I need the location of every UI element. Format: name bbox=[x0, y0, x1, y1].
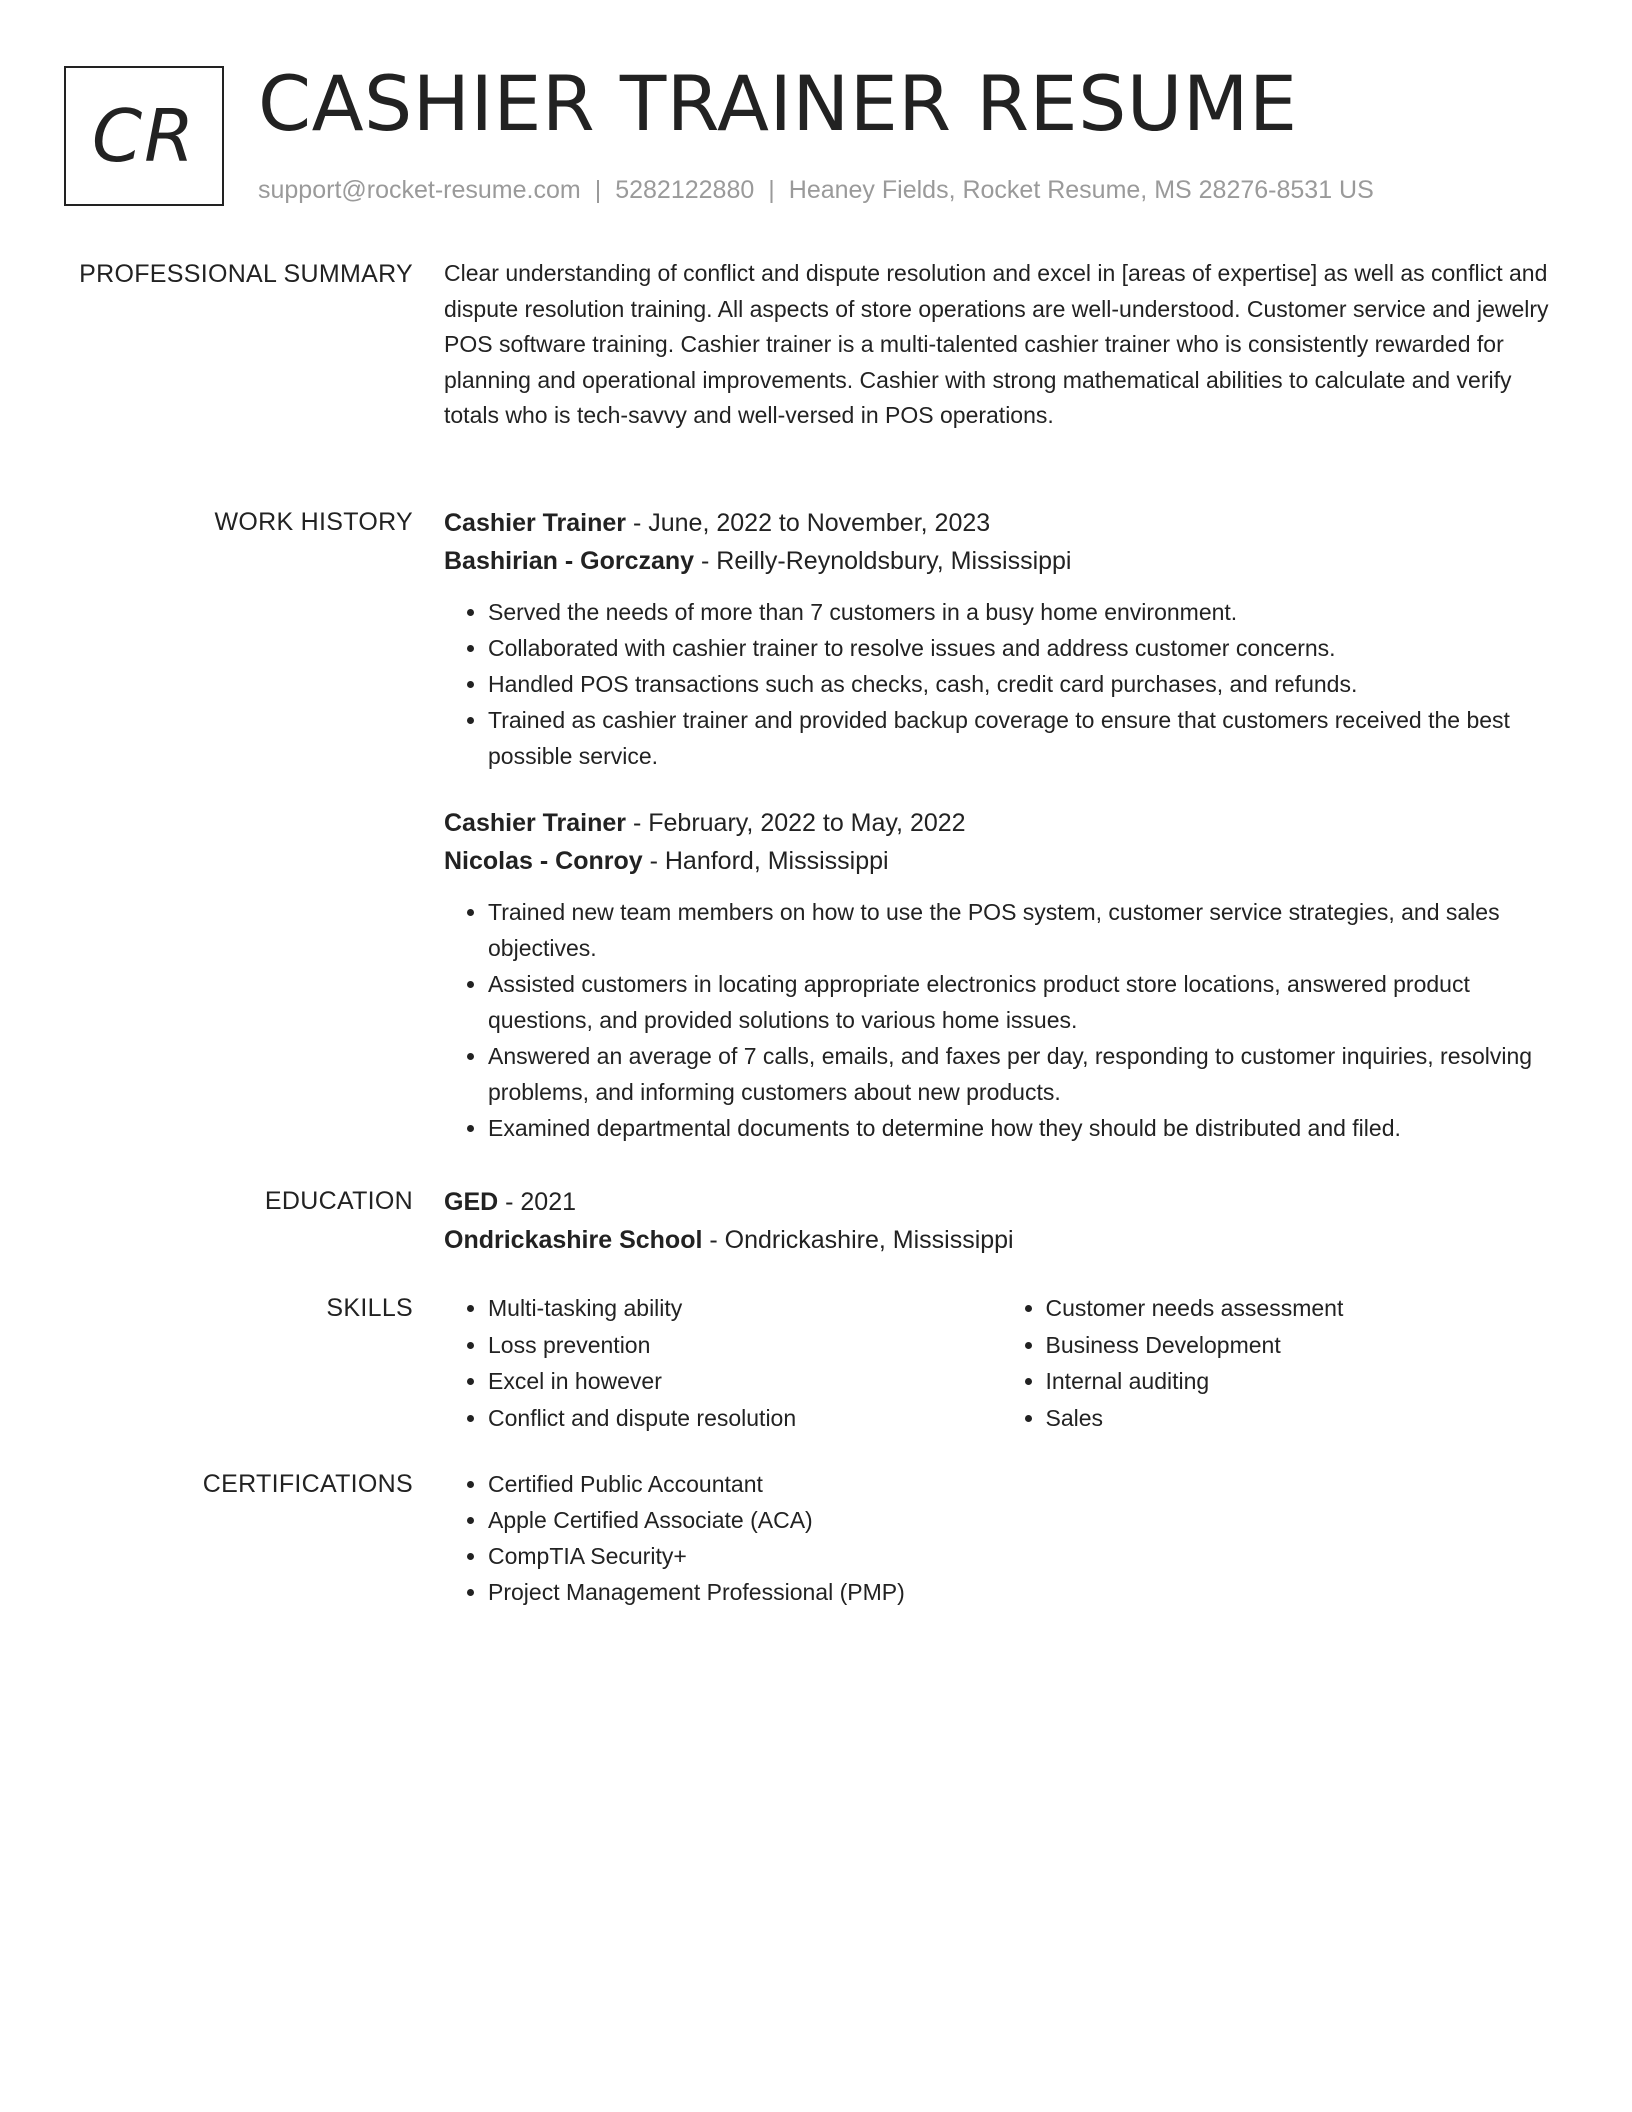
job-title: Cashier Trainer bbox=[444, 509, 627, 537]
section-label-work-history: WORK HISTORY bbox=[214, 508, 413, 536]
section-label-certifications: CERTIFICATIONS bbox=[202, 1470, 413, 1498]
job-entry bbox=[444, 804, 1559, 1146]
education-school: Ondrickashire School bbox=[444, 1226, 703, 1254]
list-item: • Assisted customers in locating appropriate electronics product store locations, answered product questions, and provided solutions to various home issues. bbox=[488, 966, 1559, 1038]
job-title: Cashier Trainer bbox=[444, 809, 627, 837]
section-label-skills: SKILLS bbox=[326, 1294, 413, 1322]
summary-text: Clear understanding of conflict and dispute resolution and excel in [areas of expertise] as well as conflict and dispute resolution training. All aspects of store operations are well-understood. Customer service and jewelry POS software training. Cashier trainer is a multi-talented cashier trainer who is consistently rewarded for planning and operational improvements. Cashier with strong mathematical abilities to calculate and verify totals who is tech-savvy and well-versed in POS operations. bbox=[444, 260, 1549, 429]
education-year: - 2021 bbox=[498, 1188, 577, 1216]
education-degree: GED bbox=[444, 1188, 499, 1216]
skills-list-right bbox=[1002, 1290, 1560, 1436]
job-bullets bbox=[444, 894, 1559, 1146]
list-item: • Served the needs of more than 7 customers in a busy home environment. bbox=[488, 594, 1559, 630]
contact-separator: | bbox=[594, 176, 602, 204]
certifications-body bbox=[444, 1466, 1559, 1610]
certifications-list bbox=[444, 1466, 1559, 1610]
contact-line bbox=[258, 172, 1374, 208]
list-item: • Apple Certified Associate (ACA) bbox=[488, 1502, 1559, 1538]
job-dates: - February, 2022 to May, 2022 bbox=[626, 809, 966, 837]
education-body bbox=[444, 1183, 1559, 1259]
list-item: • Collaborated with cashier trainer to resolve issues and address customer concerns. bbox=[488, 630, 1559, 666]
list-item: • Conflict and dispute resolution bbox=[488, 1400, 1002, 1437]
job-company-line bbox=[444, 842, 1559, 880]
contact-phone: 5282122880 bbox=[615, 176, 755, 204]
list-item: • Business Development bbox=[1046, 1327, 1560, 1364]
job-location: - Hanford, Mississippi bbox=[642, 847, 889, 875]
job-dates: - June, 2022 to November, 2023 bbox=[626, 509, 991, 537]
job-title-line bbox=[444, 804, 1559, 842]
job-company-line bbox=[444, 542, 1559, 580]
list-item: • Customer needs assessment bbox=[1046, 1290, 1560, 1327]
list-item: • Sales bbox=[1046, 1400, 1560, 1437]
list-item: • Project Management Professional (PMP) bbox=[488, 1574, 1559, 1610]
list-item: • Excel in however bbox=[488, 1363, 1002, 1400]
list-item: • Answered an average of 7 calls, emails, and faxes per day, responding to customer inquiries, resolving problems, and informing customers about new products. bbox=[488, 1038, 1559, 1110]
job-location: - Reilly-Reynoldsbury, Mississippi bbox=[694, 547, 1072, 575]
summary-body bbox=[444, 256, 1559, 434]
list-item: • Multi-tasking ability bbox=[488, 1290, 1002, 1327]
skills-columns bbox=[444, 1290, 1559, 1436]
section-label-summary: PROFESSIONAL SUMMARY bbox=[79, 260, 413, 288]
job-company: Nicolas - Conroy bbox=[444, 847, 643, 875]
list-item: • Trained new team members on how to use the POS system, customer service strategies, and sales objectives. bbox=[488, 894, 1559, 966]
education-school-line bbox=[444, 1221, 1559, 1259]
skills-body bbox=[444, 1290, 1559, 1436]
contact-address: Heaney Fields, Rocket Resume, MS 28276-8531 US bbox=[788, 176, 1374, 204]
job-company: Bashirian - Gorczany bbox=[444, 547, 695, 575]
list-item: • Certified Public Accountant bbox=[488, 1466, 1559, 1502]
list-item: • Trained as cashier trainer and provided backup coverage to ensure that customers received the best possible service. bbox=[488, 702, 1559, 774]
list-item: • Examined departmental documents to determine how they should be distributed and filed. bbox=[488, 1110, 1559, 1146]
skills-list-left bbox=[444, 1290, 1002, 1436]
contact-separator: | bbox=[768, 176, 775, 204]
education-location: - Ondrickashire, Mississippi bbox=[702, 1226, 1014, 1254]
monogram-box bbox=[64, 66, 224, 206]
monogram-initials: CR bbox=[91, 94, 197, 178]
resume-title: CASHIER TRAINER RESUME bbox=[258, 59, 1298, 148]
education-degree-line bbox=[444, 1183, 1559, 1221]
job-entry bbox=[444, 504, 1559, 774]
list-item: • Loss prevention bbox=[488, 1327, 1002, 1364]
work-history-body bbox=[444, 504, 1559, 1146]
list-item: • Handled POS transactions such as checks, cash, credit card purchases, and refunds. bbox=[488, 666, 1559, 702]
job-title-line bbox=[444, 504, 1559, 542]
job-bullets bbox=[444, 594, 1559, 774]
contact-email: support@rocket-resume.com bbox=[258, 176, 581, 204]
list-item: • Internal auditing bbox=[1046, 1363, 1560, 1400]
section-label-education: EDUCATION bbox=[264, 1187, 413, 1215]
list-item: • CompTIA Security+ bbox=[488, 1538, 1559, 1574]
